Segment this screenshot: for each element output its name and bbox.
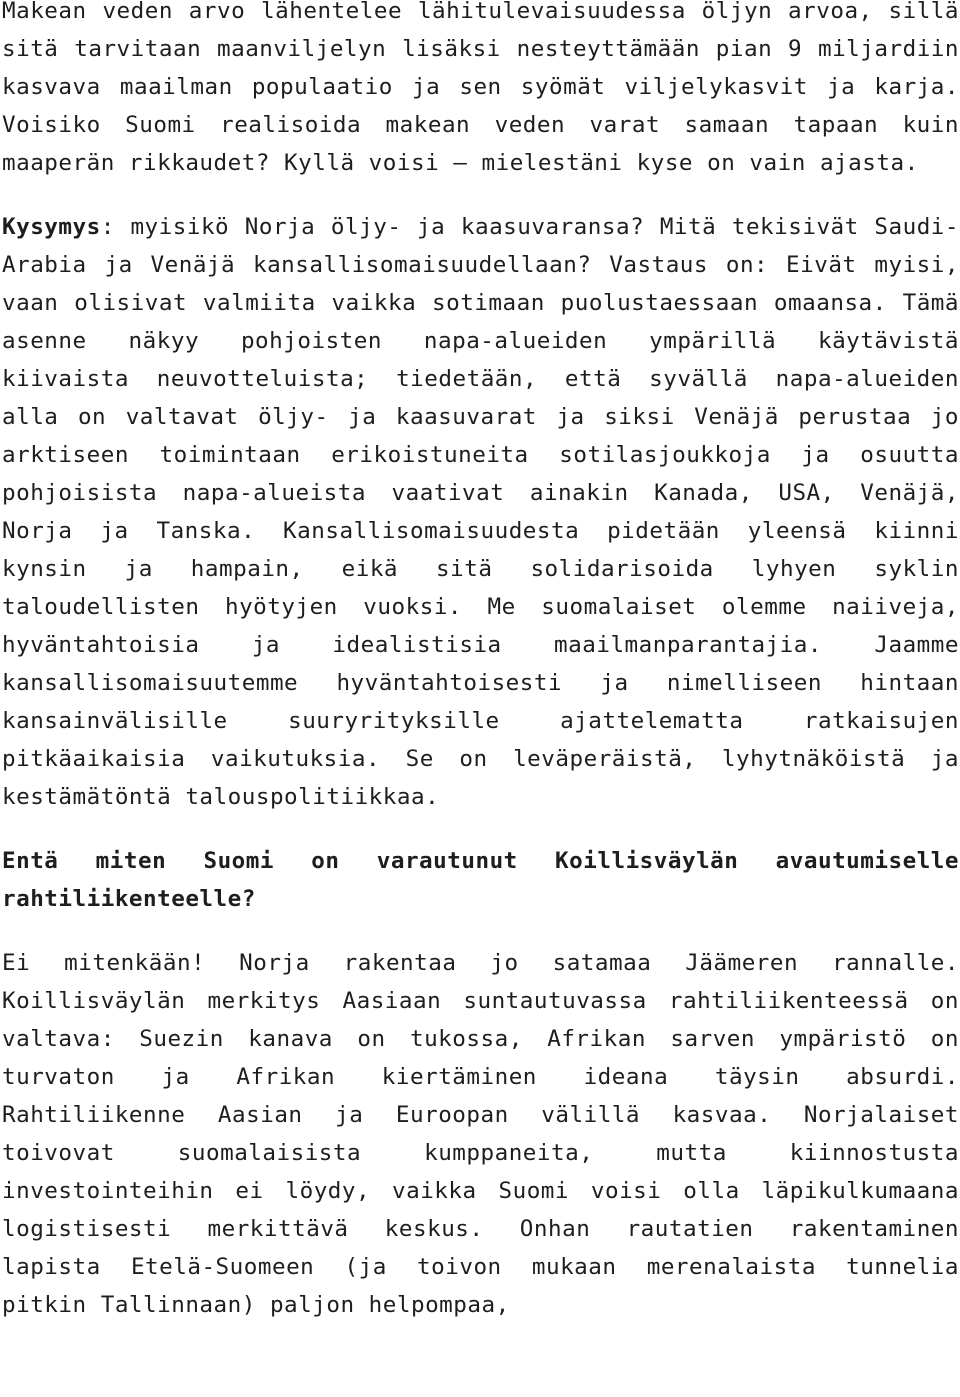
paragraph-national-assets-body: : myisikö Norja öljy- ja kaasuvaransa? Mitä tekisivät Saudi-Arabia ja Venäjä kansallisomaisuudellaan? Vastaus on: Eivät myisi, vaan olisivat valmiita vaikka sotimaan puolustaessaan omaansa. Tämä asenne näkyy pohjoisten napa-alueiden ympärillä käytävistä kiivaista neuvotteluista; tiedetään, että syvällä napa-alueiden alla on valtavat öljy- ja kaasuvarat ja siksi Venäjä perustaa jo arktiseen toimintaan erikoistuneita sotilasjoukkoja ja osuutta pohjoisista napa-alueista vaativat ainakin Kanada, USA, Venäjä, Norja ja Tanska. Kansallisomaisuudesta pidetään yleensä kiinni kynsin ja hampain, eikä sitä solidarisoida lyhyen syklin taloudellisten hyötyjen vuoksi. Me suomalaiset olemme naiiveja, hyväntahtoisia ja idealistisia maailmanparantajia. Jaamme kansallisomaisuutemme hyväntahtoisesti ja nimelliseen hintaan kansainvälisille suuryrityksille ajattelematta ratkaisujen pitkäaikaisia vaikutuksia. Se on leväperäistä, lyhytnäköistä ja kestämätöntä talouspolitiikkaa. [2, 214, 959, 810]
question-label: Kysymys [2, 214, 101, 240]
section-heading: Entä miten Suomi on varautunut Koillisväylän avautumiselle rahtiliikenteelle? [2, 848, 959, 912]
paragraph-fresh-water: Makean veden arvo lähentelee lähitulevaisuudessa öljyn arvoa, sillä sitä tarvitaan maanviljelyn lisäksi nesteyttämään pian 9 miljardiin kasvava maailman populaatio ja sen syömät viljelykasvit ja karja. Voisiko Suomi realisoida makean veden varat samaan tapaan kuin maaperän rikkaudet? Kyllä voisi – mielestäni kyse on vain ajasta. [2, 0, 959, 176]
paragraph-northeast-passage: Ei mitenkään! Norja rakentaa jo satamaa Jäämeren rannalle. Koillisväylän merkitys Aasiaan suntautuvassa rahtiliikenteessä on valtava: Suezin kanava on tukossa, Afrikan sarven ympäristö on turvaton ja Afrikan kiertäminen ideana täysin absurdi. Rahtiliikenne Aasian ja Euroopan välillä kasvaa. Norjalaiset toivovat suomalaisista kumppaneita, mutta kiinnostusta investointeihin ei löydy, vaikka Suomi voisi olla läpikulkumaana logistisesti merkittävä keskus. Onhan rautatien rakentaminen lapista Etelä-Suomeen (ja toivon mukaan merenalaista tunnelia pitkin Tallinnaan) paljon helpompaa, [2, 950, 959, 1318]
paragraph-national-assets [2, 208, 959, 816]
